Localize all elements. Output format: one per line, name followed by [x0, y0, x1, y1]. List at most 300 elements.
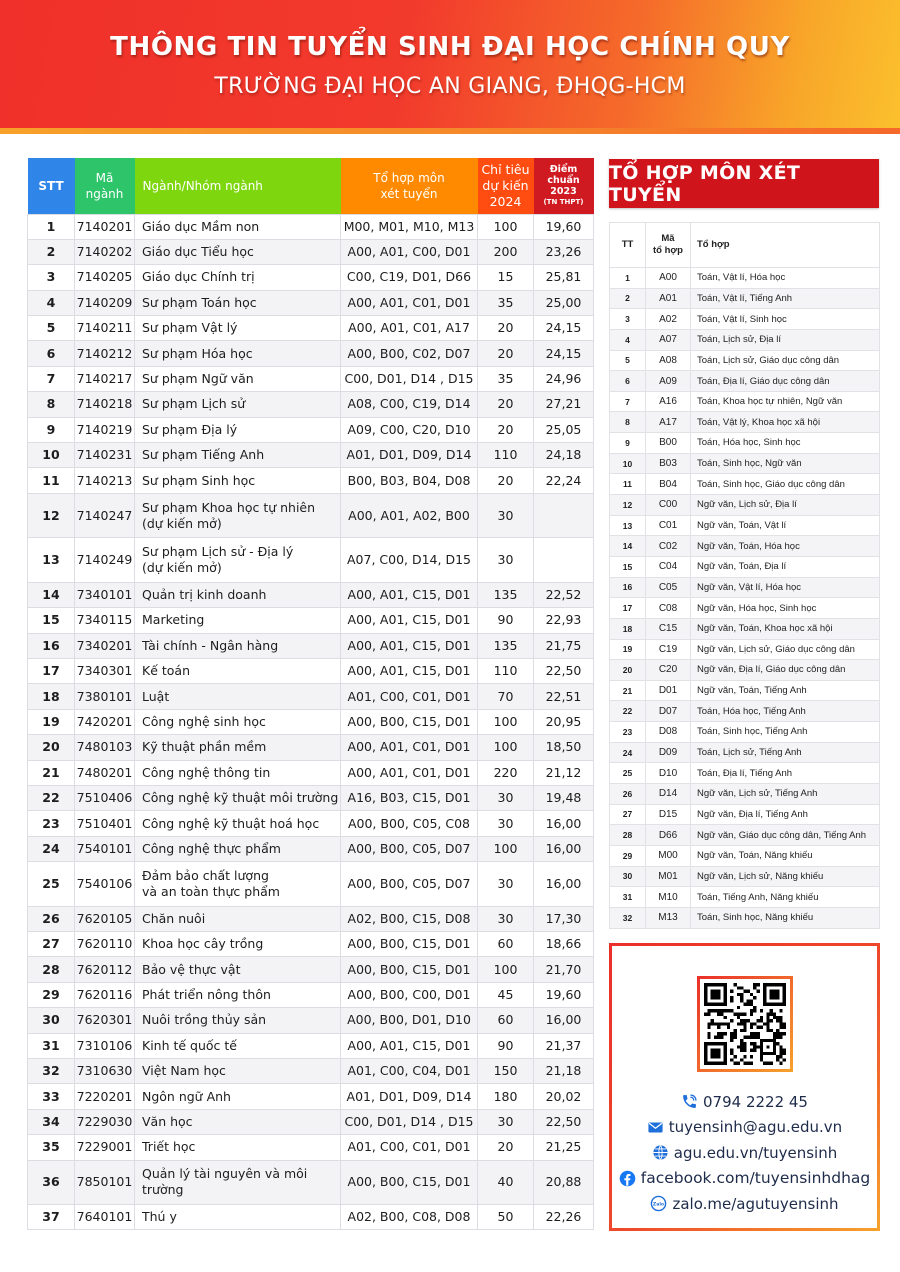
- cell-nganh-line: Khoa học cây trồng: [142, 936, 264, 952]
- cell-chi-tieu: 20: [478, 1135, 534, 1160]
- cell-chi-tieu: 35: [478, 290, 534, 315]
- cell-diem-chuan: 22,51: [534, 684, 594, 709]
- combo-cell-tt: 21: [610, 680, 646, 701]
- table-row: [28, 417, 594, 442]
- combo-cell-code: A01: [646, 288, 691, 309]
- cell-chi-tieu: 100: [478, 214, 534, 239]
- table-row: [28, 1109, 594, 1134]
- cell-nganh-line: Marketing: [142, 612, 205, 628]
- cell-to-hop: A00, A01, C01, D01: [341, 760, 478, 785]
- cell-stt: 35: [28, 1135, 75, 1160]
- admissions-table-body: [28, 214, 594, 1230]
- contact-box: [609, 943, 880, 1231]
- contact-box-inner: [612, 946, 877, 1228]
- cell-diem-chuan: 25,81: [534, 265, 594, 290]
- table-row: [28, 214, 594, 239]
- combo-row: [610, 825, 880, 846]
- cell-ma-nganh: 7140201: [75, 214, 135, 239]
- combo-row: [610, 288, 880, 309]
- table-row: [28, 1084, 594, 1109]
- cell-chi-tieu: 150: [478, 1058, 534, 1083]
- cell-stt: 17: [28, 658, 75, 683]
- cell-ma-nganh: 7229030: [75, 1109, 135, 1134]
- combo-row: [610, 742, 880, 763]
- cell-nganh: [135, 316, 341, 341]
- facebook-url: facebook.com/tuyensinhdhag: [640, 1169, 871, 1188]
- table-row: [28, 862, 594, 907]
- cell-ma-nganh: 7640101: [75, 1205, 135, 1230]
- combo-cell-code: A09: [646, 371, 691, 392]
- combo-cell-name: Ngữ văn, Địa lí, Tiếng Anh: [691, 804, 880, 825]
- cell-to-hop: C00, D01, D14 , D15: [341, 1109, 478, 1134]
- cell-ma-nganh: 7220201: [75, 1084, 135, 1109]
- cell-to-hop: A01, C00, C04, D01: [341, 1058, 478, 1083]
- qr-code-icon[interactable]: [700, 979, 790, 1069]
- combo-row: [610, 433, 880, 454]
- combo-row: [610, 887, 880, 908]
- cell-nganh: [135, 906, 341, 931]
- cell-chi-tieu: 30: [478, 811, 534, 836]
- table-row: [28, 582, 594, 607]
- cell-ma-nganh: 7140211: [75, 316, 135, 341]
- cell-nganh: [135, 684, 341, 709]
- contact-facebook[interactable]: [612, 1166, 877, 1192]
- contact-website[interactable]: [612, 1140, 877, 1166]
- combo-cell-tt: 9: [610, 433, 646, 454]
- cell-nganh: [135, 582, 341, 607]
- table-row: [28, 760, 594, 785]
- table-row: [28, 1008, 594, 1033]
- cell-chi-tieu: 110: [478, 443, 534, 468]
- cell-stt: 15: [28, 608, 75, 633]
- cell-ma-nganh: 7140249: [75, 538, 135, 583]
- cell-stt: 36: [28, 1160, 75, 1205]
- table-row: [28, 1058, 594, 1083]
- combo-row: [610, 474, 880, 495]
- cell-ma-nganh: 7510406: [75, 785, 135, 810]
- combo-cell-name: Toán, Vật lí, Sinh học: [691, 309, 880, 330]
- combo-cell-code: M01: [646, 866, 691, 887]
- combo-cell-code: B03: [646, 453, 691, 474]
- cell-to-hop: A01, D01, D09, D14: [341, 443, 478, 468]
- cell-to-hop: A00, B00, C02, D07: [341, 341, 478, 366]
- cell-ma-nganh: 7540101: [75, 836, 135, 861]
- cell-ma-nganh: 7340115: [75, 608, 135, 633]
- header-diem-chuan: [534, 158, 594, 214]
- cell-diem-chuan: 21,12: [534, 760, 594, 785]
- cell-chi-tieu: 60: [478, 931, 534, 956]
- combo-cell-code: D10: [646, 763, 691, 784]
- cell-to-hop: A01, C00, C01, D01: [341, 1135, 478, 1160]
- cell-to-hop: A00, B00, C05, C08: [341, 811, 478, 836]
- combo-cell-code: A02: [646, 309, 691, 330]
- cell-chi-tieu: 20: [478, 468, 534, 493]
- cell-nganh: [135, 239, 341, 264]
- cell-ma-nganh: 7620105: [75, 906, 135, 931]
- header-banner: [0, 0, 900, 130]
- cell-chi-tieu: 135: [478, 582, 534, 607]
- table-row: [28, 906, 594, 931]
- cell-to-hop: A02, B00, C08, D08: [341, 1205, 478, 1230]
- combo-cell-name: Ngữ văn, Toán, Vật lí: [691, 515, 880, 536]
- combo-row: [610, 866, 880, 887]
- combo-cell-name: Ngữ văn, Toán, Khoa học xã hội: [691, 618, 880, 639]
- combo-row: [610, 309, 880, 330]
- cell-stt: 10: [28, 443, 75, 468]
- cell-chi-tieu: 60: [478, 1008, 534, 1033]
- combo-cell-code: D15: [646, 804, 691, 825]
- cell-nganh: [135, 1058, 341, 1083]
- phone-number: 0794 2222 45: [703, 1092, 808, 1111]
- combo-cell-tt: 16: [610, 577, 646, 598]
- cell-ma-nganh: 7620110: [75, 931, 135, 956]
- combo-cell-code: M00: [646, 845, 691, 866]
- combo-row: [610, 598, 880, 619]
- cell-to-hop: A00, B00, C15, D01: [341, 931, 478, 956]
- cell-stt: 6: [28, 341, 75, 366]
- cell-ma-nganh: 7140231: [75, 443, 135, 468]
- combo-cell-name: Ngữ văn, Lịch sử, Giáo dục công dân: [691, 639, 880, 660]
- combo-cell-tt: 19: [610, 639, 646, 660]
- contact-phone[interactable]: [612, 1089, 877, 1115]
- svg-text:Zalo: Zalo: [653, 1202, 665, 1208]
- cell-chi-tieu: 20: [478, 316, 534, 341]
- table-row: [28, 290, 594, 315]
- cell-to-hop: C00, D01, D14 , D15: [341, 366, 478, 391]
- combo-cell-tt: 13: [610, 515, 646, 536]
- cell-nganh-line: Thú y: [142, 1209, 177, 1225]
- cell-diem-chuan: 27,21: [534, 392, 594, 417]
- email-address: tuyensinh@agu.edu.vn: [668, 1118, 843, 1137]
- combo-cell-tt: 15: [610, 556, 646, 577]
- table-row: [28, 785, 594, 810]
- cell-to-hop: A00, B00, C05, D07: [341, 836, 478, 861]
- cell-diem-chuan: 16,00: [534, 811, 594, 836]
- combo-cell-tt: 31: [610, 887, 646, 908]
- cell-stt: 24: [28, 836, 75, 861]
- cell-stt: 11: [28, 468, 75, 493]
- cell-nganh-line: Văn học: [142, 1113, 193, 1129]
- cell-to-hop: M00, M01, M10, M13: [341, 214, 478, 239]
- header-diem-line1: Điểm: [549, 163, 578, 175]
- combo-cell-name: Toán, Sinh học, Năng khiếu: [691, 907, 880, 928]
- cell-nganh: [135, 836, 341, 861]
- cell-diem-chuan: 20,88: [534, 1160, 594, 1205]
- combo-header-row: [610, 223, 880, 268]
- cell-stt: 12: [28, 493, 75, 538]
- combo-cell-code: D08: [646, 722, 691, 743]
- cell-stt: 1: [28, 214, 75, 239]
- cell-nganh: [135, 709, 341, 734]
- qr-code-frame: [697, 976, 793, 1072]
- combo-cell-name: Ngữ văn, Lịch sử, Tiếng Anh: [691, 784, 880, 805]
- cell-chi-tieu: 15: [478, 265, 534, 290]
- cell-ma-nganh: 7310106: [75, 1033, 135, 1058]
- cell-chi-tieu: 70: [478, 684, 534, 709]
- cell-ma-nganh: 7140247: [75, 493, 135, 538]
- cell-nganh-line: và an toàn thực phẩm: [142, 883, 280, 899]
- table-row: [28, 239, 594, 264]
- cell-nganh-line: Ngôn ngữ Anh: [142, 1088, 231, 1104]
- cell-chi-tieu: 135: [478, 633, 534, 658]
- cell-stt: 2: [28, 239, 75, 264]
- cell-stt: 25: [28, 862, 75, 907]
- combo-cell-code: A07: [646, 329, 691, 350]
- table-row: [28, 1205, 594, 1230]
- cell-to-hop: A00, B00, C15, D01: [341, 957, 478, 982]
- cell-nganh: [135, 366, 341, 391]
- combo-cell-tt: 20: [610, 660, 646, 681]
- cell-stt: 28: [28, 957, 75, 982]
- cell-chi-tieu: 50: [478, 1205, 534, 1230]
- header-chi-tieu-line3: 2024: [489, 193, 522, 209]
- combo-cell-name: Ngữ văn, Toán, Địa lí: [691, 556, 880, 577]
- combo-row: [610, 412, 880, 433]
- cell-diem-chuan: 24,96: [534, 366, 594, 391]
- cell-stt: 29: [28, 982, 75, 1007]
- contact-list: [612, 1089, 877, 1217]
- cell-nganh: [135, 417, 341, 442]
- cell-to-hop: A00, A01, C15, D01: [341, 658, 478, 683]
- combo-row: [610, 556, 880, 577]
- cell-to-hop: A00, B00, C00, D01: [341, 982, 478, 1007]
- cell-chi-tieu: 180: [478, 1084, 534, 1109]
- cell-to-hop: A00, A01, C15, D01: [341, 1033, 478, 1058]
- cell-nganh: [135, 862, 341, 907]
- combo-section-title: TỔ HỢP MÔN XÉT TUYỂN: [609, 159, 879, 208]
- combo-row: [610, 660, 880, 681]
- combo-header-code: [646, 223, 691, 268]
- combo-header-name: Tổ hợp: [691, 223, 880, 268]
- cell-chi-tieu: 200: [478, 239, 534, 264]
- cell-nganh-line: Triết học: [142, 1139, 196, 1155]
- combo-cell-tt: 26: [610, 784, 646, 805]
- combo-cell-name: Toán, Vật lý, Khoa học xã hội: [691, 412, 880, 433]
- cell-to-hop: A00, A01, C15, D01: [341, 633, 478, 658]
- table-row: [28, 1160, 594, 1205]
- table-row: [28, 392, 594, 417]
- combo-header-tt: TT: [610, 223, 646, 268]
- cell-stt: 8: [28, 392, 75, 417]
- combo-row: [610, 536, 880, 557]
- table-header-row: [28, 158, 594, 214]
- combo-cell-name: Toán, Hóa học, Sinh học: [691, 433, 880, 454]
- table-row: [28, 1135, 594, 1160]
- cell-ma-nganh: 7140213: [75, 468, 135, 493]
- combo-row: [610, 639, 880, 660]
- cell-stt: 22: [28, 785, 75, 810]
- cell-chi-tieu: 100: [478, 735, 534, 760]
- cell-chi-tieu: 30: [478, 538, 534, 583]
- cell-to-hop: B00, B03, B04, D08: [341, 468, 478, 493]
- combo-cell-tt: 7: [610, 391, 646, 412]
- cell-ma-nganh: 7140212: [75, 341, 135, 366]
- combo-row: [610, 680, 880, 701]
- cell-nganh-line: Quản trị kinh doanh: [142, 586, 267, 602]
- combo-cell-name: Toán, Vật lí, Hóa học: [691, 268, 880, 289]
- cell-chi-tieu: 100: [478, 836, 534, 861]
- cell-chi-tieu: 90: [478, 1033, 534, 1058]
- combo-cell-tt: 12: [610, 495, 646, 516]
- cell-nganh: [135, 1008, 341, 1033]
- combo-cell-name: Toán, Vật lí, Tiếng Anh: [691, 288, 880, 309]
- combo-cell-tt: 23: [610, 722, 646, 743]
- table-row: [28, 836, 594, 861]
- combo-cell-tt: 25: [610, 763, 646, 784]
- combo-cell-name: Toán, Sinh học, Giáo dục công dân: [691, 474, 880, 495]
- cell-ma-nganh: 7620112: [75, 957, 135, 982]
- cell-diem-chuan: 19,60: [534, 982, 594, 1007]
- cell-ma-nganh: 7510401: [75, 811, 135, 836]
- combo-cell-code: D09: [646, 742, 691, 763]
- combo-cell-name: Ngữ văn, Toán, Tiếng Anh: [691, 680, 880, 701]
- cell-to-hop: A01, D01, D09, D14: [341, 1084, 478, 1109]
- cell-nganh-line: Sư phạm Khoa học tự nhiên: [142, 499, 316, 515]
- cell-nganh-line: Công nghệ kỹ thuật hoá học: [142, 815, 320, 831]
- cell-nganh: [135, 608, 341, 633]
- cell-nganh: [135, 538, 341, 583]
- header-diem-line2: chuẩn: [547, 174, 580, 186]
- combo-cell-tt: 1: [610, 268, 646, 289]
- cell-chi-tieu: 30: [478, 493, 534, 538]
- combo-cell-tt: 10: [610, 453, 646, 474]
- combo-cell-name: Toán, Địa lí, Tiếng Anh: [691, 763, 880, 784]
- table-row: [28, 538, 594, 583]
- combo-cell-name: Ngữ văn, Hóa học, Sinh học: [691, 598, 880, 619]
- combo-header-code-line2: tổ hợp: [653, 245, 683, 256]
- cell-chi-tieu: 90: [478, 608, 534, 633]
- cell-to-hop: A00, B00, C15, D01: [341, 709, 478, 734]
- table-row: [28, 811, 594, 836]
- cell-nganh: [135, 982, 341, 1007]
- cell-ma-nganh: 7340301: [75, 658, 135, 683]
- cell-nganh-line: Công nghệ thực phẩm: [142, 840, 281, 856]
- combo-cell-tt: 14: [610, 536, 646, 557]
- header-stt: STT: [28, 158, 75, 214]
- combo-cell-code: D01: [646, 680, 691, 701]
- cell-ma-nganh: 7140219: [75, 417, 135, 442]
- cell-stt: 7: [28, 366, 75, 391]
- cell-to-hop: A01, C00, C01, D01: [341, 684, 478, 709]
- cell-stt: 9: [28, 417, 75, 442]
- cell-nganh-line: Việt Nam học: [142, 1063, 226, 1079]
- cell-chi-tieu: 20: [478, 392, 534, 417]
- cell-diem-chuan: 16,00: [534, 862, 594, 907]
- cell-chi-tieu: 45: [478, 982, 534, 1007]
- contact-zalo[interactable]: [612, 1191, 877, 1217]
- combo-row: [610, 268, 880, 289]
- combo-row: [610, 618, 880, 639]
- cell-nganh-line: Công nghệ kỹ thuật môi trường: [142, 790, 339, 806]
- combo-cell-code: B00: [646, 433, 691, 454]
- cell-nganh-line: trường: [142, 1182, 184, 1198]
- cell-nganh-line: Quản lý tài nguyên và môi: [142, 1166, 308, 1182]
- cell-stt: 34: [28, 1109, 75, 1134]
- cell-ma-nganh: 7140209: [75, 290, 135, 315]
- cell-nganh-line: Giáo dục Mầm non: [142, 218, 260, 234]
- cell-diem-chuan: [534, 493, 594, 538]
- table-row: [28, 931, 594, 956]
- table-row: [28, 341, 594, 366]
- combo-cell-tt: 24: [610, 742, 646, 763]
- combo-row: [610, 371, 880, 392]
- cell-nganh: [135, 931, 341, 956]
- combo-cell-code: A16: [646, 391, 691, 412]
- header-diem-line3: 2023: [550, 185, 577, 197]
- cell-ma-nganh: 7340101: [75, 582, 135, 607]
- cell-diem-chuan: 22,50: [534, 1109, 594, 1134]
- cell-nganh: [135, 658, 341, 683]
- cell-diem-chuan: 25,00: [534, 290, 594, 315]
- cell-nganh-line: Sư phạm Hóa học: [142, 345, 253, 361]
- combo-cell-tt: 30: [610, 866, 646, 887]
- cell-ma-nganh: 7310630: [75, 1058, 135, 1083]
- combo-row: [610, 845, 880, 866]
- cell-to-hop: A16, B03, C15, D01: [341, 785, 478, 810]
- table-row: [28, 316, 594, 341]
- cell-nganh: [135, 1109, 341, 1134]
- cell-nganh-line: Tài chính - Ngân hàng: [142, 637, 279, 653]
- cell-stt: 16: [28, 633, 75, 658]
- cell-nganh-line: Kỹ thuật phần mềm: [142, 739, 267, 755]
- cell-stt: 27: [28, 931, 75, 956]
- combo-cell-name: Ngữ văn, Vật lí, Hóa học: [691, 577, 880, 598]
- cell-ma-nganh: 7540106: [75, 862, 135, 907]
- cell-nganh: [135, 785, 341, 810]
- cell-nganh: [135, 341, 341, 366]
- cell-ma-nganh: 7480201: [75, 760, 135, 785]
- header-chi-tieu-line2: dự kiến: [482, 177, 529, 193]
- cell-ma-nganh: 7380101: [75, 684, 135, 709]
- combo-cell-code: C02: [646, 536, 691, 557]
- combo-row: [610, 391, 880, 412]
- combo-row: [610, 701, 880, 722]
- cell-diem-chuan: 18,66: [534, 931, 594, 956]
- combo-cell-code: M13: [646, 907, 691, 928]
- combo-row: [610, 763, 880, 784]
- admissions-table: [27, 158, 594, 1230]
- table-row: [28, 633, 594, 658]
- combo-cell-code: D66: [646, 825, 691, 846]
- cell-nganh-line: Sư phạm Lịch sử - Địa lý: [142, 544, 294, 560]
- combo-row: [610, 907, 880, 928]
- cell-diem-chuan: 22,50: [534, 658, 594, 683]
- combo-cell-name: Ngữ văn, Địa lí, Giáo dục công dân: [691, 660, 880, 681]
- combo-cell-tt: 3: [610, 309, 646, 330]
- cell-stt: 20: [28, 735, 75, 760]
- cell-to-hop: A00, A01, C00, D01: [341, 239, 478, 264]
- cell-diem-chuan: 24,15: [534, 316, 594, 341]
- cell-ma-nganh: 7140217: [75, 366, 135, 391]
- combo-cell-code: C01: [646, 515, 691, 536]
- cell-nganh-line: (dự kiến mở): [142, 560, 222, 576]
- cell-nganh-line: (dự kiến mở): [142, 515, 222, 531]
- combo-row: [610, 804, 880, 825]
- cell-diem-chuan: 22,93: [534, 608, 594, 633]
- cell-nganh-line: Kế toán: [142, 663, 190, 679]
- combo-cell-name: Toán, Tiếng Anh, Năng khiếu: [691, 887, 880, 908]
- combo-row: [610, 329, 880, 350]
- contact-email[interactable]: [612, 1115, 877, 1141]
- cell-chi-tieu: 100: [478, 957, 534, 982]
- zalo-icon: [650, 1195, 667, 1212]
- cell-nganh: [135, 392, 341, 417]
- cell-nganh: [135, 1160, 341, 1205]
- cell-diem-chuan: 20,02: [534, 1084, 594, 1109]
- cell-nganh: [135, 1135, 341, 1160]
- cell-ma-nganh: 7229001: [75, 1135, 135, 1160]
- table-row: [28, 366, 594, 391]
